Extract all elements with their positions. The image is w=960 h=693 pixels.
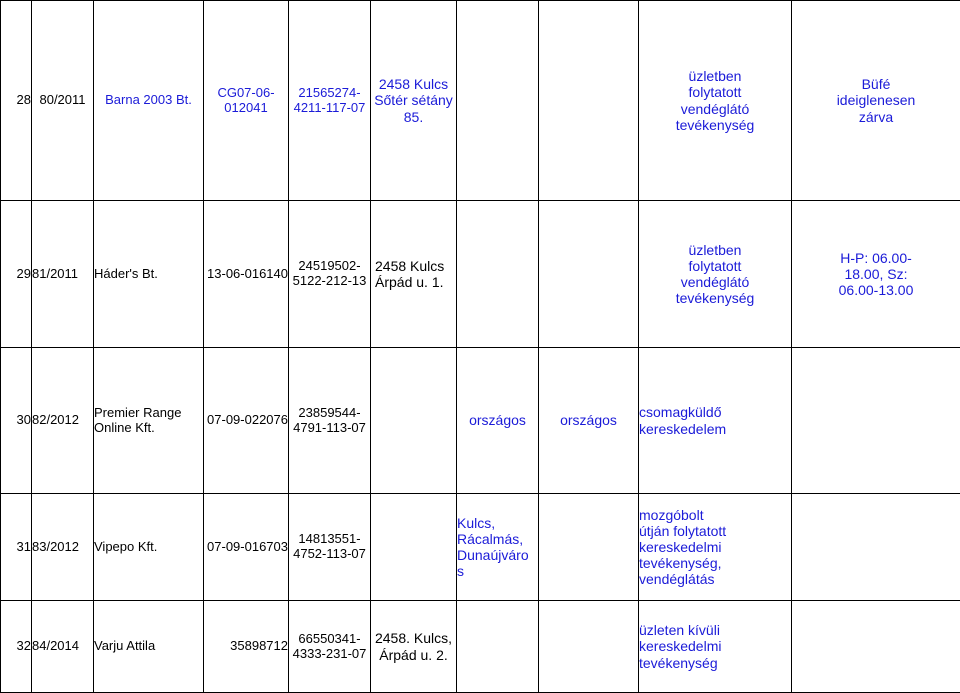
cell-registration: 80/2011: [32, 1, 94, 201]
cell-company-reg-no: CG07-06- 012041: [204, 1, 289, 201]
cell-company-name: Vipepo Kft.: [94, 494, 204, 601]
table-row: [1, 601, 960, 693]
cell-number: 29: [1, 201, 32, 348]
cell-address: [371, 494, 457, 601]
cell-place: Kulcs, Rácalmás, Dunaújváro s: [457, 494, 539, 601]
cell-tax-number: 66550341- 4333-231-07: [289, 601, 371, 693]
cell-company-reg-no: 35898712: [204, 601, 289, 693]
cell-registration: 81/2011: [32, 201, 94, 348]
cell-scope: [539, 494, 639, 601]
cell-number: 32: [1, 601, 32, 693]
cell-opening-hours: [792, 494, 960, 601]
cell-activity: üzleten kívüli kereskedelmi tevékenység: [639, 601, 792, 693]
cell-activity: csomagküldő kereskedelem: [639, 348, 792, 494]
table-row: [1, 1, 960, 201]
cell-opening-hours: [792, 348, 960, 494]
cell-company-name: Varju Attila: [94, 601, 204, 693]
cell-company-reg-no: 13-06-016140: [204, 201, 289, 348]
cell-tax-number: 23859544- 4791-113-07: [289, 348, 371, 494]
cell-registration: 84/2014: [32, 601, 94, 693]
cell-company-name: Barna 2003 Bt.: [94, 1, 204, 201]
cell-activity: mozgóbolt útján folytatott kereskedelmi tevékenység, vendéglátás: [639, 494, 792, 601]
cell-activity: üzletben folytatott vendéglátó tevékenység: [639, 1, 792, 201]
table-row: [1, 494, 960, 601]
cell-place: [457, 601, 539, 693]
cell-address: 2458 Kulcs Sőtér sétány 85.: [371, 1, 457, 201]
table-row: [1, 201, 960, 348]
cell-number: 30: [1, 348, 32, 494]
cell-registration: 83/2012: [32, 494, 94, 601]
cell-number: 28: [1, 1, 32, 201]
cell-company-reg-no: 07-09-022076: [204, 348, 289, 494]
cell-tax-number: 24519502- 5122-212-13: [289, 201, 371, 348]
cell-place: [457, 1, 539, 201]
cell-place: [457, 201, 539, 348]
cell-number: 31: [1, 494, 32, 601]
cell-company-reg-no: 07-09-016703: [204, 494, 289, 601]
cell-opening-hours: [792, 601, 960, 693]
cell-opening-hours: Büfé ideiglenesen zárva: [792, 1, 960, 201]
cell-address: 2458 Kulcs Árpád u. 1.: [371, 201, 457, 348]
cell-scope: [539, 1, 639, 201]
table-row: [1, 348, 960, 494]
cell-address: [371, 348, 457, 494]
cell-activity: üzletben folytatott vendéglátó tevékenység: [639, 201, 792, 348]
cell-tax-number: 14813551- 4752-113-07: [289, 494, 371, 601]
cell-company-name: Háder's Bt.: [94, 201, 204, 348]
cell-tax-number: 21565274- 4211-117-07: [289, 1, 371, 201]
cell-scope: [539, 601, 639, 693]
cell-opening-hours: H-P: 06.00- 18.00, Sz: 06.00-13.00: [792, 201, 960, 348]
cell-scope: [539, 201, 639, 348]
cell-scope: országos: [539, 348, 639, 494]
cell-registration: 82/2012: [32, 348, 94, 494]
cell-company-name: Premier Range Online Kft.: [94, 348, 204, 494]
cell-address: 2458. Kulcs, Árpád u. 2.: [371, 601, 457, 693]
cell-place: országos: [457, 348, 539, 494]
